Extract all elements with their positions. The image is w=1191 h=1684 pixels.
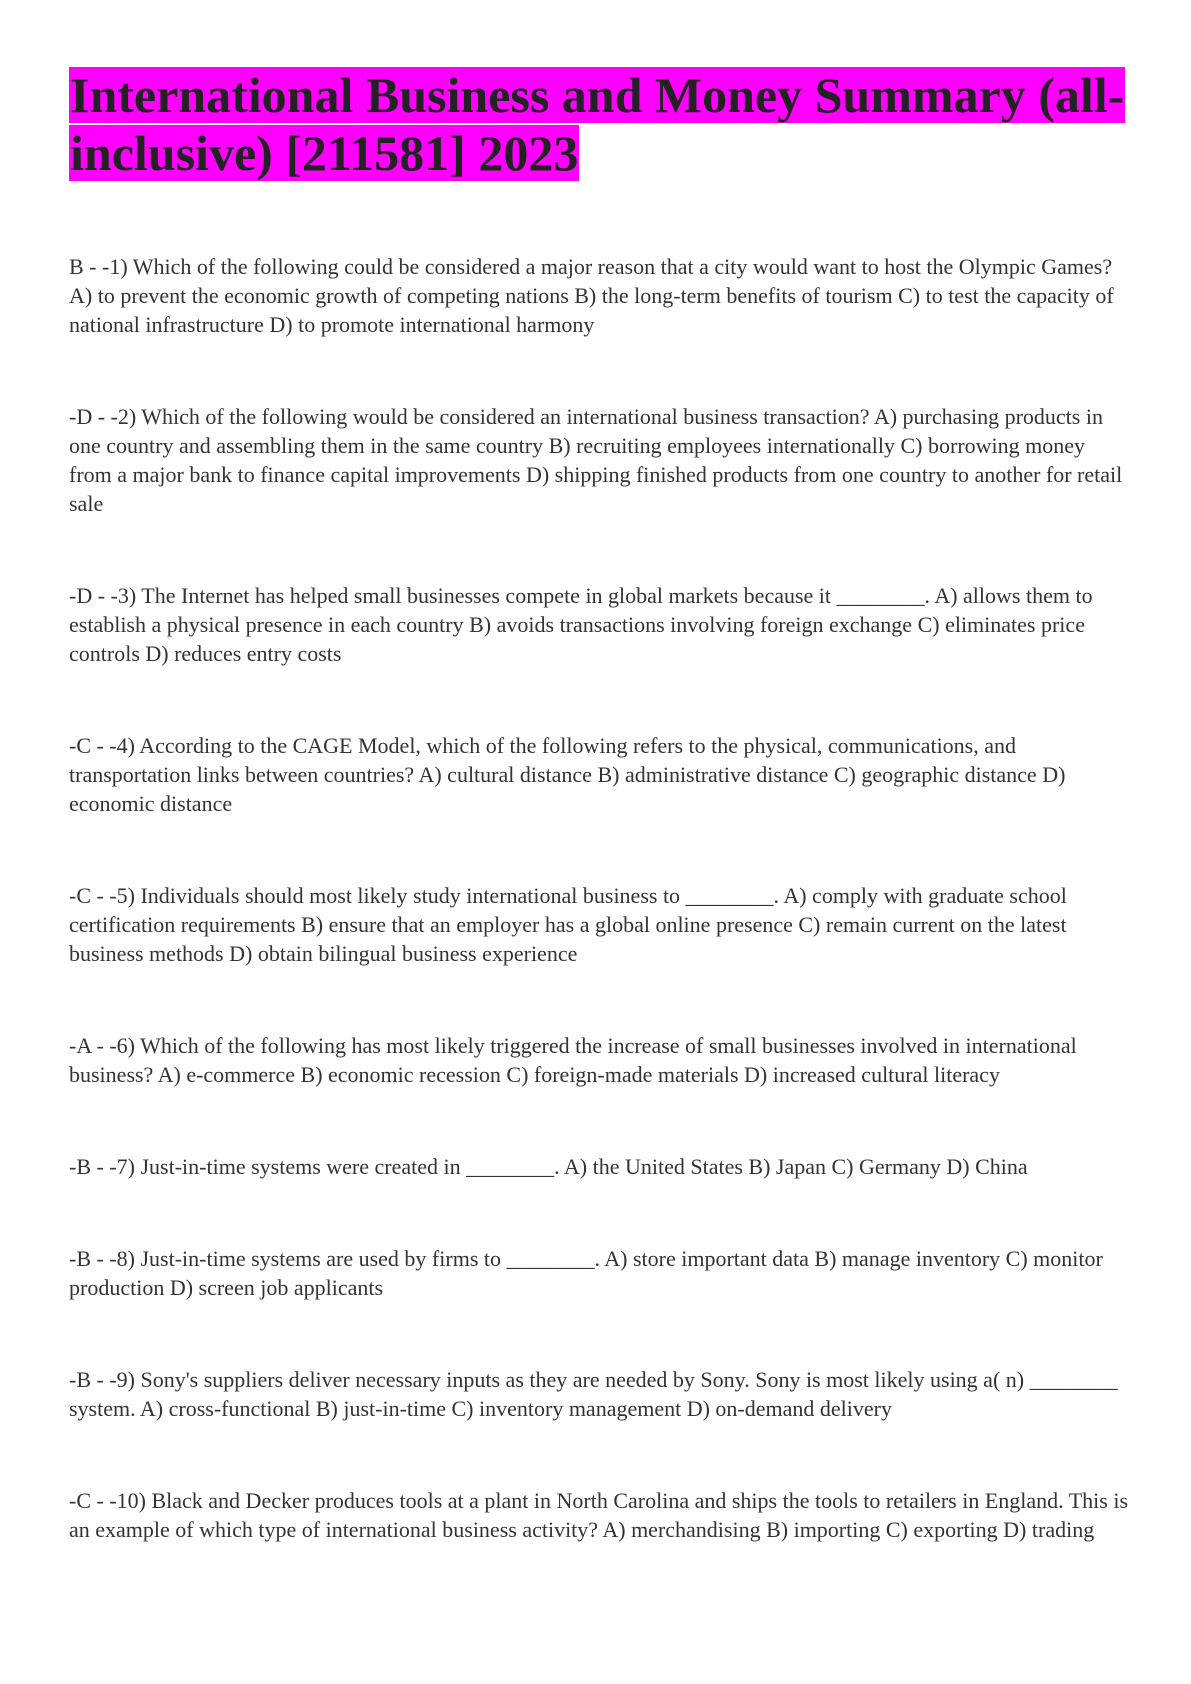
question-4: -C - -4) According to the CAGE Model, which of the following refers to the physical, communications, and transportation links between countries? A) cultural distance B) administrative distance C) geographic distance D) economic distance [69, 733, 1066, 816]
question-10: -C - -10) Black and Decker produces tools at a plant in North Carolina and ships the tools to retailers in England. This is an example of which type of international business activity? A) merchandising B) importing C) exporting D) trading [69, 1488, 1129, 1542]
question-6: -A - -6) Which of the following has most likely triggered the increase of small businesses involved in international business? A) e-commerce B) economic recession C) foreign-made materials D) increased cultural literacy [69, 1033, 1077, 1087]
question-5: -C - -5) Individuals should most likely study international business to ________. A) comply with graduate school certification requirements B) ensure that an employer has a global online presence C) remain current on the latest business methods D) obtain bilingual business experience [69, 883, 1067, 966]
document-title [69, 66, 1133, 182]
question-2: -D - -2) Which of the following would be considered an international business transaction? A) purchasing products in one country and assembling them in the same country B) recruiting employees internationally C) borrowing money from a major bank to finance capital improvements D) shipping finished products from one country to another for retail sale [69, 404, 1123, 516]
title-highlight: International Business and Money Summary (all-inclusive) [211581] 2023 [70, 67, 1125, 181]
question-3: -D - -3) The Internet has helped small businesses compete in global markets because it ________. A) allows them to establish a physical presence in each country B) avoids transactions involving foreign exchange C) eliminates price controls D) reduces entry costs [69, 583, 1093, 666]
question-9: -B - -9) Sony's suppliers deliver necessary inputs as they are needed by Sony. Sony is most likely using a( n) ________ system. A) cross-functional B) just-in-time C) inventory management D) on-demand delivery [69, 1367, 1118, 1421]
question-1: B - -1) Which of the following could be considered a major reason that a city would want to host the Olympic Games? A) to prevent the economic growth of competing nations B) the long-term benefits of tourism C) to test the capacity of national infrastructure D) to promote international harmony [69, 254, 1114, 337]
question-8: -B - -8) Just-in-time systems are used by firms to ________. A) store important data B) manage inventory C) monitor production D) screen job applicants [69, 1246, 1103, 1300]
question-7: -B - -7) Just-in-time systems were created in ________. A) the United States B) Japan C) Germany D) China [69, 1154, 1028, 1179]
question-list [69, 252, 1133, 1544]
